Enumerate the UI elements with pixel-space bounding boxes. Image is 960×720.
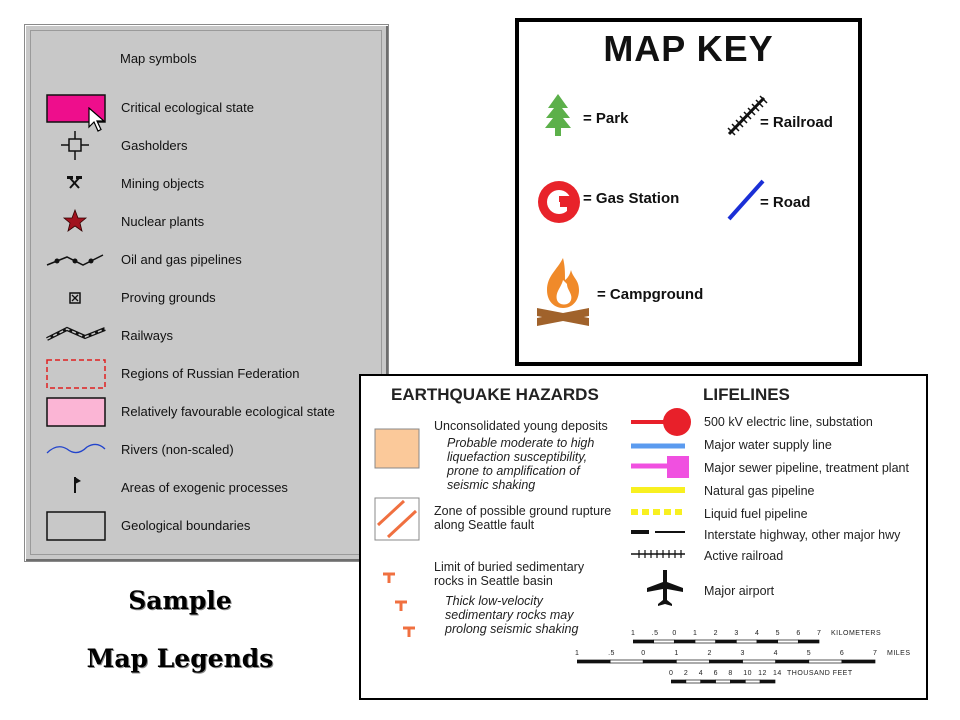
scale-tick-label: 8 — [728, 670, 733, 677]
scale-segment — [716, 680, 731, 683]
map-symbols-heading: Map symbols — [120, 51, 197, 66]
red-star-icon — [45, 203, 109, 241]
gasholder-icon — [45, 127, 109, 165]
flag-tick-icon — [45, 469, 109, 507]
scale-segment — [654, 640, 675, 643]
symbol-row-favourable — [25, 393, 388, 431]
scale-tick-label: 2 — [707, 650, 712, 657]
scale-tick-label: 4 — [773, 650, 779, 657]
crossed-hammers-icon — [45, 165, 109, 203]
scale-tick-label: .5 — [651, 630, 659, 637]
scale-segment — [686, 680, 701, 683]
symbol-row-regions — [25, 355, 388, 393]
scale-tick-label: 2 — [683, 670, 689, 677]
symbol-row-critical — [25, 89, 388, 127]
basin-title-2: rocks in Seattle basin — [434, 574, 553, 588]
lifelines-heading: LIFELINES — [703, 385, 790, 404]
scale-tick-label: 14 — [773, 670, 782, 677]
campfire-icon — [535, 256, 591, 328]
map-key-panel — [515, 18, 862, 366]
scale-tick-label: 7 — [873, 650, 878, 657]
airport-plane-icon — [645, 568, 685, 608]
lifeline-label-fuel: Liquid fuel pipeline — [704, 507, 808, 521]
gray-fill-box-icon — [45, 507, 109, 545]
scale-segment — [610, 660, 643, 663]
symbol-row-gasholders — [25, 127, 388, 165]
scale-segment — [709, 660, 742, 663]
scale-segment — [716, 640, 737, 643]
deposit-note-1: Probable moderate to high — [447, 436, 595, 450]
symbol-label: Nuclear plants — [121, 214, 205, 229]
hazards-heading: EARTHQUAKE HAZARDS — [391, 385, 599, 404]
scale-segment — [695, 640, 716, 643]
symbol-row-geological — [25, 507, 388, 545]
scale-segment — [743, 660, 776, 663]
scale-tick-label: 3 — [740, 650, 745, 657]
scale-segment — [798, 640, 819, 643]
symbol-label: Gasholders — [121, 138, 188, 153]
scale-tick-label: 12 — [758, 670, 767, 677]
symbol-label: Oil and gas pipelines — [121, 252, 242, 267]
scale-tick-label: .5 — [608, 650, 615, 657]
railway-icon — [45, 317, 109, 355]
lifeline-label-airport: Major airport — [704, 584, 775, 598]
scale-tick-label: 5 — [806, 650, 812, 657]
scale-unit-label: KILOMETERS — [831, 630, 882, 637]
railroad-label: = Railroad — [760, 114, 833, 131]
symbol-row-exogenic — [25, 469, 388, 507]
scale-segment — [671, 680, 686, 683]
scale-unit-label: MILES — [887, 650, 911, 657]
map-key-title: MAP KEY — [603, 28, 774, 69]
basin-limit-ticks-icon — [381, 568, 421, 644]
scale-segment — [776, 660, 809, 663]
rupture-title-1: Zone of possible ground rupture — [434, 504, 612, 518]
basin-note-2: sedimentary rocks may — [445, 608, 574, 622]
scale-tick-label: 0 — [641, 650, 646, 657]
map-symbols-panel — [24, 24, 389, 562]
deposit-swatch-icon — [374, 428, 422, 470]
scale-tick-label: 0 — [669, 670, 674, 677]
scale-tick-label: 7 — [817, 630, 822, 637]
campground-label: = Campground — [597, 286, 704, 303]
pink-fill-box-icon — [45, 393, 109, 431]
lifeline-label-gas: Natural gas pipeline — [704, 484, 815, 498]
scale-tick-label: 2 — [713, 630, 719, 637]
basin-note-1: Thick low-velocity — [445, 594, 543, 608]
symbol-label: Proving grounds — [121, 290, 216, 305]
gas-station-g-icon — [536, 179, 582, 225]
rupture-zone-icon — [374, 497, 422, 543]
scale-segment — [676, 660, 709, 663]
tree-icon — [543, 94, 573, 138]
scale-tick-label: 6 — [713, 670, 718, 677]
scale-segment — [760, 680, 775, 683]
symbol-row-pipelines — [25, 241, 388, 279]
basin-note-3: prolong seismic shaking — [445, 622, 579, 636]
scale-tick-label: 4 — [698, 670, 704, 677]
scale-segment — [674, 640, 695, 643]
scale-segment — [730, 680, 745, 683]
lifeline-label-highway: Interstate highway, other major hwy — [704, 528, 901, 542]
pipeline-icon — [45, 241, 109, 279]
symbol-label: Critical ecological state — [121, 100, 254, 115]
symbol-label: Mining objects — [121, 176, 205, 191]
scale-segment — [701, 680, 716, 683]
scale-tick-label: 1 — [575, 650, 580, 657]
symbol-label: Geological boundaries — [121, 518, 251, 533]
scale-tick-label: 1 — [693, 630, 698, 637]
scale-segment — [757, 640, 778, 643]
scale-segment — [643, 660, 676, 663]
scale-tick-label: 6 — [839, 650, 845, 657]
basin-title-1: Limit of buried sedimentary — [434, 560, 585, 574]
rupture-title-2: along Seattle fault — [434, 518, 535, 532]
lifeline-label-sewer: Major sewer pipeline, treatment plant — [704, 461, 909, 475]
park-label: = Park — [583, 110, 629, 127]
scale-segment — [778, 640, 799, 643]
road-label: = Road — [760, 194, 811, 211]
lifeline-label-railroad: Active railroad — [704, 549, 784, 563]
scale-segment — [633, 640, 654, 643]
deposit-note-3: prone to amplification of — [447, 464, 580, 478]
symbol-label: Relatively favourable ecological state — [121, 404, 335, 419]
scale-unit-label: THOUSAND FEET — [787, 670, 853, 677]
caption-line-1: Sample — [128, 586, 232, 615]
symbol-row-proving — [25, 279, 388, 317]
symbol-row-mining — [25, 165, 388, 203]
symbol-label: Rivers (non-scaled) — [121, 442, 234, 457]
gas-station-label: = Gas Station — [583, 190, 680, 207]
scale-tick-label: 4 — [755, 630, 760, 637]
caption-line-2: Map Legends — [86, 644, 274, 673]
boxed-x-icon — [45, 279, 109, 317]
symbol-row-rivers — [25, 431, 388, 469]
scale-tick-label: 1 — [631, 630, 636, 637]
scale-segment — [745, 680, 760, 683]
scale-segment — [736, 640, 757, 643]
scale-segment — [577, 660, 610, 663]
symbol-label: Regions of Russian Federation — [121, 366, 300, 381]
scale-tick-label: 5 — [775, 630, 781, 637]
river-wave-icon — [45, 431, 109, 469]
deposit-title: Unconsolidated young deposits — [434, 419, 608, 433]
lifeline-label-electric: 500 kV electric line, substation — [704, 415, 873, 429]
scale-segment — [842, 660, 875, 663]
symbol-row-railways — [25, 317, 388, 355]
symbol-label: Areas of exogenic processes — [121, 480, 288, 495]
symbol-label: Railways — [121, 328, 174, 343]
scale-tick-label: 0 — [672, 630, 677, 637]
deposit-note-4: seismic shaking — [447, 478, 536, 492]
scale-segment — [809, 660, 842, 663]
dashed-red-box-icon — [45, 355, 109, 393]
scale-tick-label: 10 — [743, 670, 753, 677]
scale-km-bar — [633, 638, 833, 658]
symbol-row-nuclear — [25, 203, 388, 241]
deposit-note-2: liquefaction susceptibility, — [447, 450, 588, 464]
lifeline-label-water: Major water supply line — [704, 438, 832, 452]
scale-tick-label: 1 — [674, 650, 679, 657]
scale-tick-label: 6 — [796, 630, 801, 637]
earthquake-hazards-panel — [359, 374, 928, 700]
scale-tick-label: 3 — [734, 630, 739, 637]
scale-ft-bar — [671, 678, 781, 698]
